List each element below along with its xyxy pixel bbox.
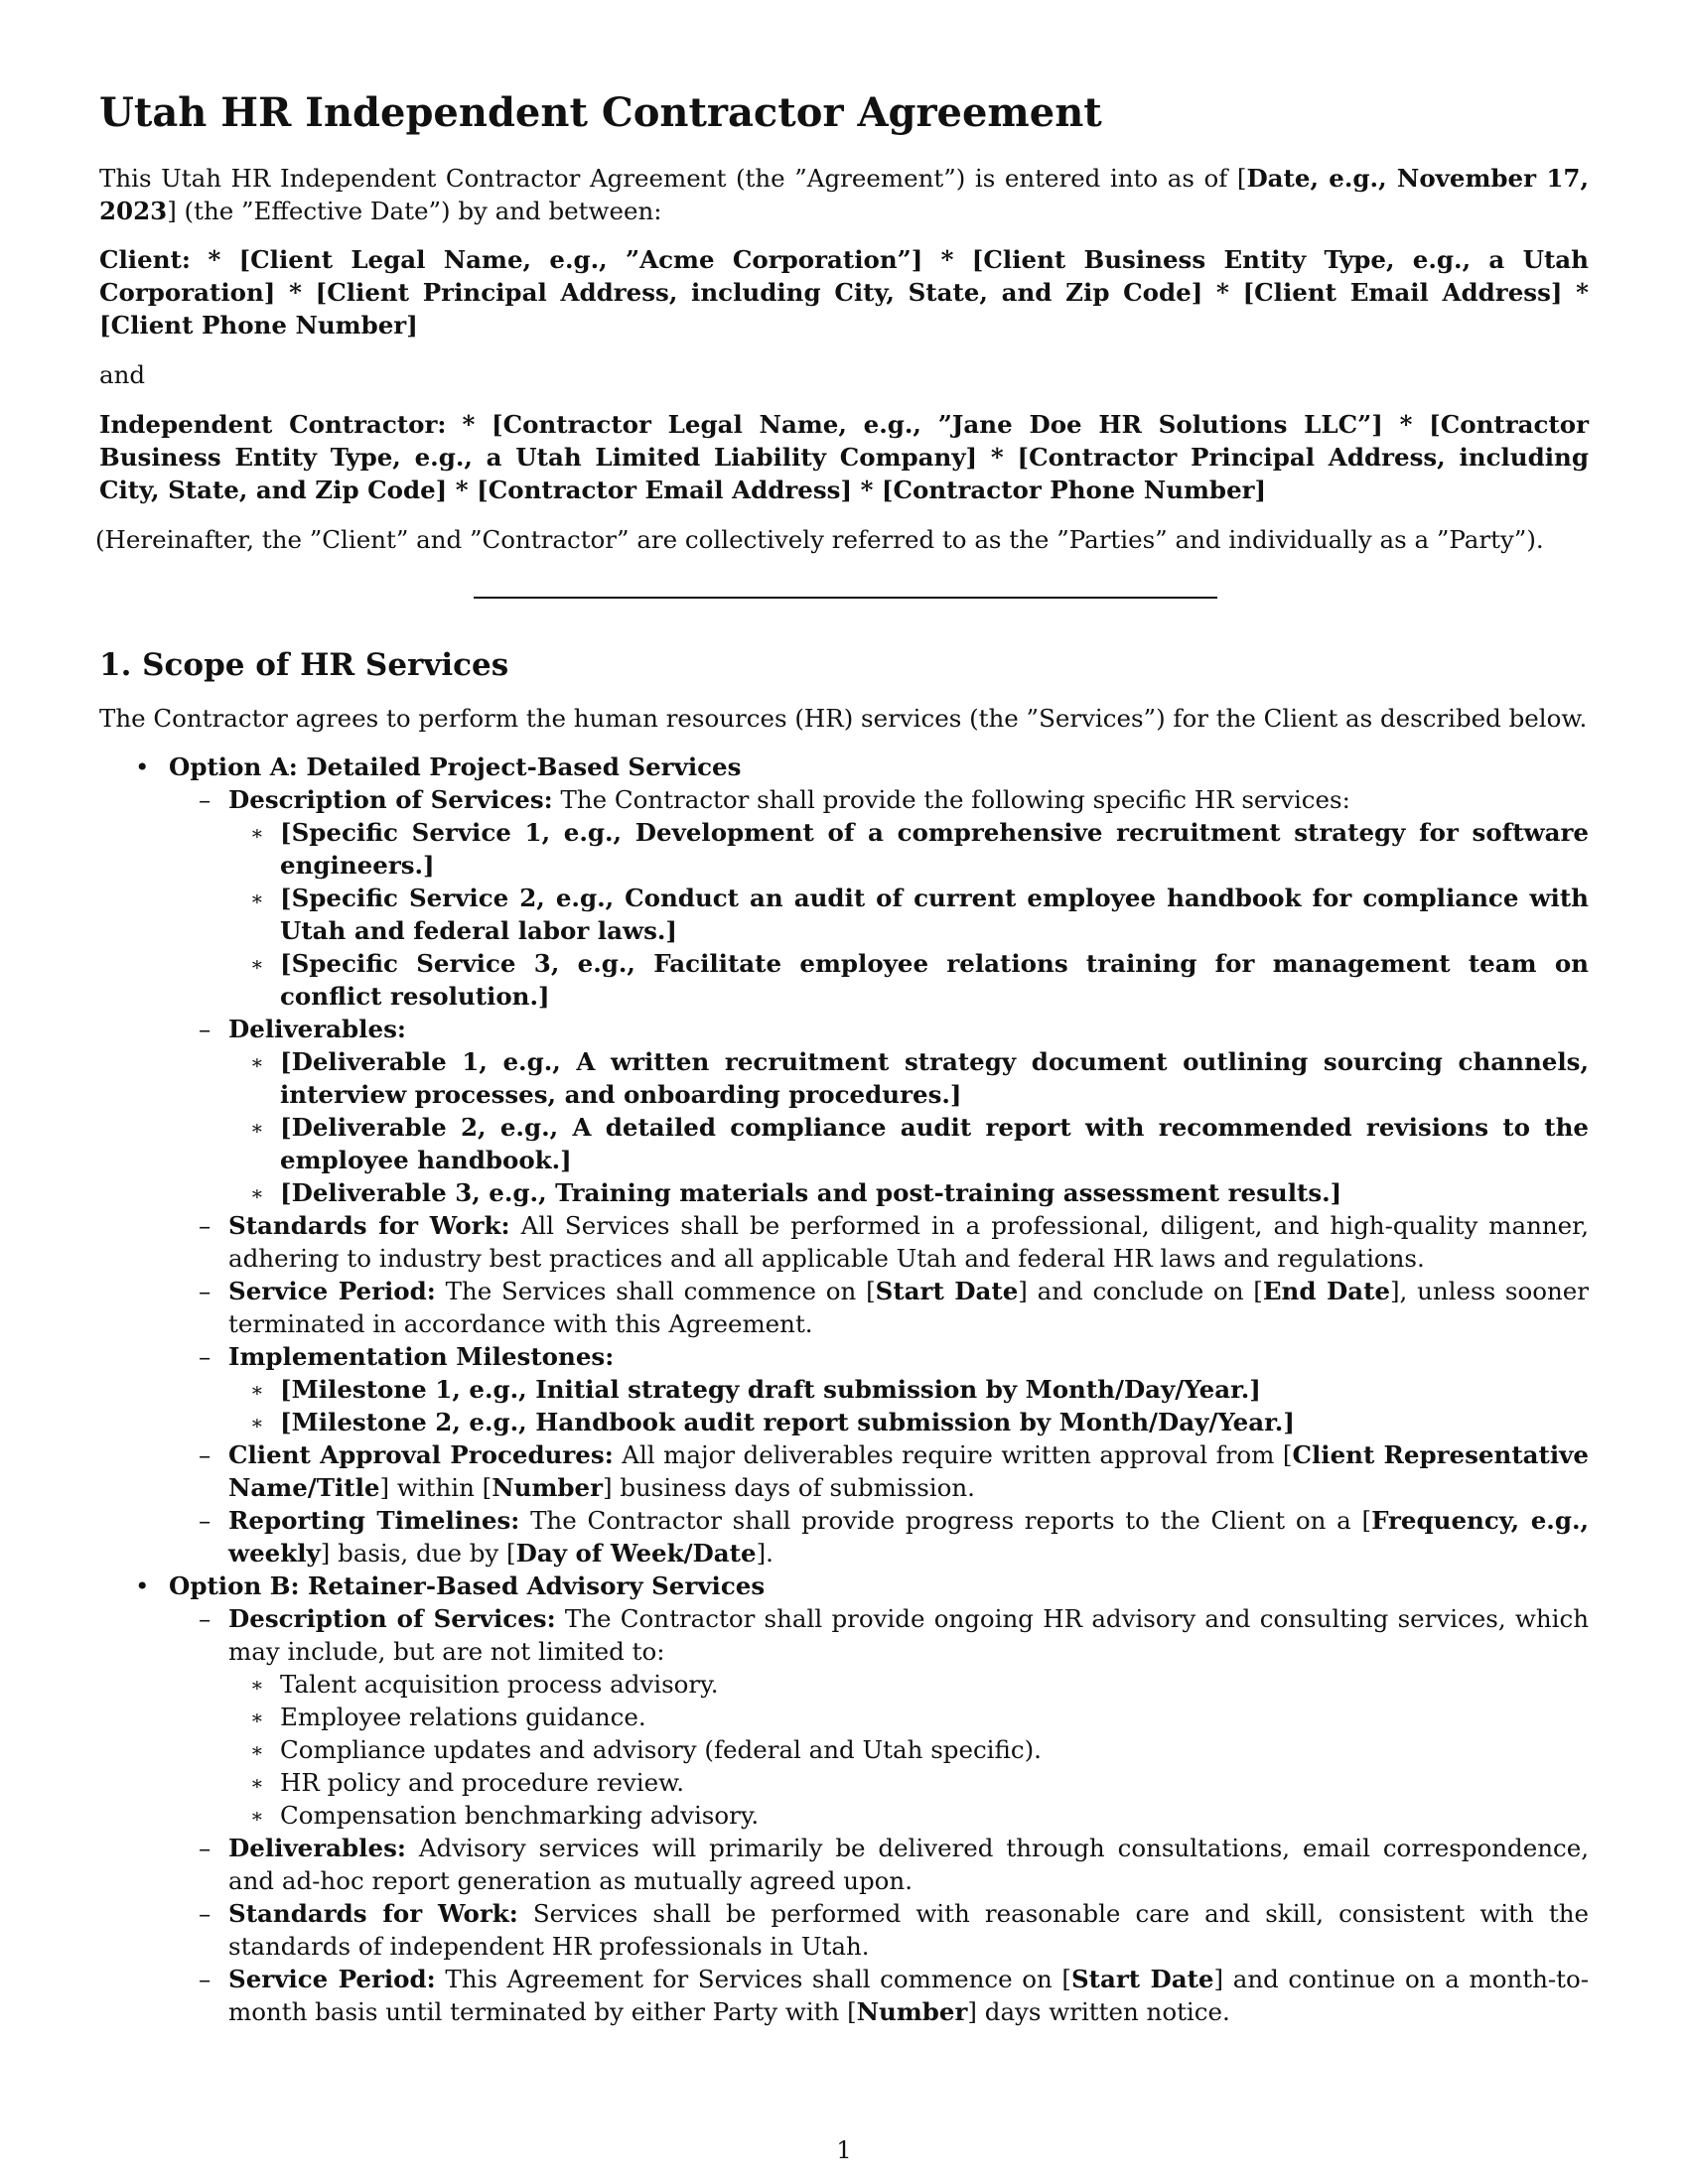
list-item: ∗ [Deliverable 3, e.g., Training materials and post-training assessment results.] bbox=[228, 1176, 1589, 1209]
asterisk-icon: ∗ bbox=[250, 1771, 264, 1795]
section-1-heading: 1. Scope of HR Services bbox=[99, 647, 509, 683]
asterisk-icon: ∗ bbox=[250, 952, 264, 976]
advisory-list bbox=[228, 1668, 1589, 1832]
option-b-items bbox=[169, 1602, 1589, 2028]
dash-icon: – bbox=[199, 1277, 211, 1305]
option-b-title: Option B: Retainer-Based Advisory Services bbox=[169, 1571, 766, 1600]
asterisk-icon: ∗ bbox=[250, 821, 264, 845]
dash-icon: – bbox=[199, 1015, 211, 1043]
list-item: ∗ Compensation benchmarking advisory. bbox=[228, 1799, 1589, 1832]
dash-icon: – bbox=[199, 1604, 211, 1633]
list-item: – Deliverables: Advisory services will primarily be delivered through consultations, email correspondence, and ad-hoc report generation as mutually agreed upon. bbox=[199, 1834, 1589, 1895]
asterisk-icon: ∗ bbox=[250, 1116, 264, 1140]
list-item: – Standards for Work: Services shall be performed with reasonable care and skill, consistent with the standards of independent HR professionals in Utah. bbox=[199, 1899, 1590, 1961]
list-item: ∗ [Deliverable 2, e.g., A detailed compliance audit report with recommended revisions to the employee handbook.] bbox=[250, 1113, 1589, 1174]
intro-paragraph: This Utah HR Independent Contractor Agreement (the ”Agreement”) is entered into as of [Date, e.g., November 17, 2023] (the ”Effective Date”) by and between: bbox=[99, 164, 1589, 225]
services-list bbox=[228, 816, 1589, 1013]
and-text: and bbox=[99, 360, 146, 389]
dash-icon: – bbox=[199, 1506, 211, 1535]
list-item: – Standards for Work: All Services shall be performed in a professional, diligent, and high-quality manner, adhering to industry best practices and all applicable Utah and federal HR laws and regulations. bbox=[199, 1211, 1589, 1273]
deliverables-list bbox=[228, 1045, 1589, 1209]
bullet-icon: • bbox=[135, 1571, 150, 1600]
asterisk-icon: ∗ bbox=[250, 1378, 264, 1402]
dash-icon: – bbox=[199, 1211, 211, 1240]
list-item: ∗ [Deliverable 1, e.g., A written recruitment strategy document outlining sourcing channels, interview processes, and onboarding procedures.] bbox=[250, 1047, 1589, 1109]
contractor-block: Independent Contractor: * [Contractor Legal Name, e.g., ”Jane Doe HR Solutions LLC”] * [Contractor Business Entity Type, e.g., a Utah Limited Liability Company] * [Contractor Principal Address, including City, State, and Zip Code] * [Contractor Email Address] * [Contractor Phone Number] bbox=[99, 410, 1589, 504]
asterisk-icon: ∗ bbox=[250, 1050, 264, 1074]
list-item: ∗ [Specific Service 1, e.g., Development of a comprehensive recruitment strategy for software engineers.] bbox=[250, 818, 1589, 880]
option-a-title: Option A: Detailed Project-Based Services bbox=[169, 752, 742, 781]
option-b bbox=[99, 1570, 1589, 2028]
list-item: ∗ [Milestone 2, e.g., Handbook audit report submission by Month/Day/Year.] bbox=[228, 1406, 1589, 1438]
list-item: – Implementation Milestones: ∗ [Milestone 1, e.g., Initial strategy draft submission by Month/Day/Year.] ∗ [Milestone 2, e.g., Handbook audit report submission by Month/Day/Year.] bbox=[169, 1340, 1589, 1438]
list-item: – Deliverables: ∗ [Deliverable 1, e.g., A written recruitment strategy document outlining sourcing channels, interview processes, and onboarding procedures.] ∗ [Deliverable 2, e.g., A detailed compliance audit report with recommended revisions to the employee handbook.] ∗ [Deliverable 3, e.g., Training materials and post-training assessment results.] bbox=[169, 1013, 1589, 1209]
page-number: 1 bbox=[836, 2136, 852, 2164]
dash-icon: – bbox=[199, 785, 211, 814]
section-1-intro: The Contractor agrees to perform the human resources (HR) services (the ”Services”) for the Client as described below. bbox=[99, 704, 1588, 733]
document-page bbox=[95, 0, 1590, 2184]
option-a-items bbox=[169, 783, 1589, 1570]
list-item: ∗ Compliance updates and advisory (federal and Utah specific). bbox=[228, 1733, 1589, 1766]
list-item: ∗ [Specific Service 3, e.g., Facilitate employee relations training for management team on conflict resolution.] bbox=[250, 949, 1589, 1011]
list-item: – Description of Services: The Contractor shall provide ongoing HR advisory and consulting services, which may include, but are not limited to: ∗ Talent acquisition process advisory. ∗ Employee relations guidance. ∗ Compliance updates and advisory (federal and Utah specific). ∗ HR policy and procedure review. ∗ Compensation benchmarking advisory. bbox=[169, 1602, 1589, 1832]
asterisk-icon: ∗ bbox=[250, 887, 264, 910]
dash-icon: – bbox=[199, 1834, 211, 1862]
dash-icon: – bbox=[199, 1440, 211, 1469]
milestones-list bbox=[228, 1373, 1589, 1438]
list-item: ∗ [Specific Service 2, e.g., Conduct an audit of current employee handbook for compliance with Utah and federal labor laws.] bbox=[250, 884, 1589, 945]
dash-icon: – bbox=[199, 1965, 211, 1993]
asterisk-icon: ∗ bbox=[250, 1673, 264, 1697]
hereinafter-paragraph: (Hereinafter, the ”Client” and ”Contractor” are collectively referred to as the ”Parties” and individually as a ”Party”). bbox=[95, 525, 1544, 554]
asterisk-icon: ∗ bbox=[250, 1706, 264, 1729]
dash-icon: – bbox=[199, 1899, 211, 1928]
options-list bbox=[99, 751, 1589, 2028]
list-item: ∗ [Milestone 1, e.g., Initial strategy draft submission by Month/Day/Year.] bbox=[228, 1373, 1589, 1406]
list-item: ∗ Talent acquisition process advisory. bbox=[228, 1668, 1589, 1701]
option-a bbox=[99, 751, 1589, 1570]
list-item: ∗ HR policy and procedure review. bbox=[228, 1766, 1589, 1799]
dash-icon: – bbox=[199, 1342, 211, 1371]
section-divider bbox=[474, 597, 1217, 599]
document-title: Utah HR Independent Contractor Agreement bbox=[99, 89, 1102, 136]
list-item: – Description of Services: The Contractor shall provide the following specific HR services: ∗ [Specific Service 1, e.g., Development of a comprehensive recruitment strategy for software engineers.] ∗ [Specific Service 2, e.g., Conduct an audit of current employee handbook for compliance with Utah and federal labor laws.] ∗ [Specific Service 3, e.g., Facilitate employee relations training for management team on conflict resolution.] bbox=[199, 785, 1589, 1011]
asterisk-icon: ∗ bbox=[250, 1738, 264, 1762]
asterisk-icon: ∗ bbox=[250, 1804, 264, 1828]
asterisk-icon: ∗ bbox=[250, 1181, 264, 1205]
list-item: ∗ Employee relations guidance. bbox=[228, 1701, 1589, 1733]
asterisk-icon: ∗ bbox=[250, 1411, 264, 1434]
list-item: – Reporting Timelines: The Contractor shall provide progress reports to the Client on a [Frequency, e.g., weekly] basis, due by [Day of Week/Date]. bbox=[199, 1506, 1590, 1568]
list-item: – Client Approval Procedures: All major deliverables require written approval from [Client Representative Name/Title] within [Number] business days of submission. bbox=[199, 1440, 1589, 1502]
client-block: Client: * [Client Legal Name, e.g., ”Acme Corporation”] * [Client Business Entity Type, e.g., a Utah Corporation] * [Client Principal Address, including City, State, and Zip Code] * [Client Email Address] * [Client Phone Number] bbox=[99, 245, 1589, 340]
list-item: – Service Period: The Services shall commence on [Start Date] and conclude on [End Date], unless sooner terminated in accordance with this Agreement. bbox=[199, 1277, 1589, 1338]
list-item: – Service Period: This Agreement for Services shall commence on [Start Date] and continue on a month-to-month basis until terminated by either Party with [Number] days written notice. bbox=[199, 1965, 1590, 2026]
bullet-icon: • bbox=[135, 752, 150, 781]
